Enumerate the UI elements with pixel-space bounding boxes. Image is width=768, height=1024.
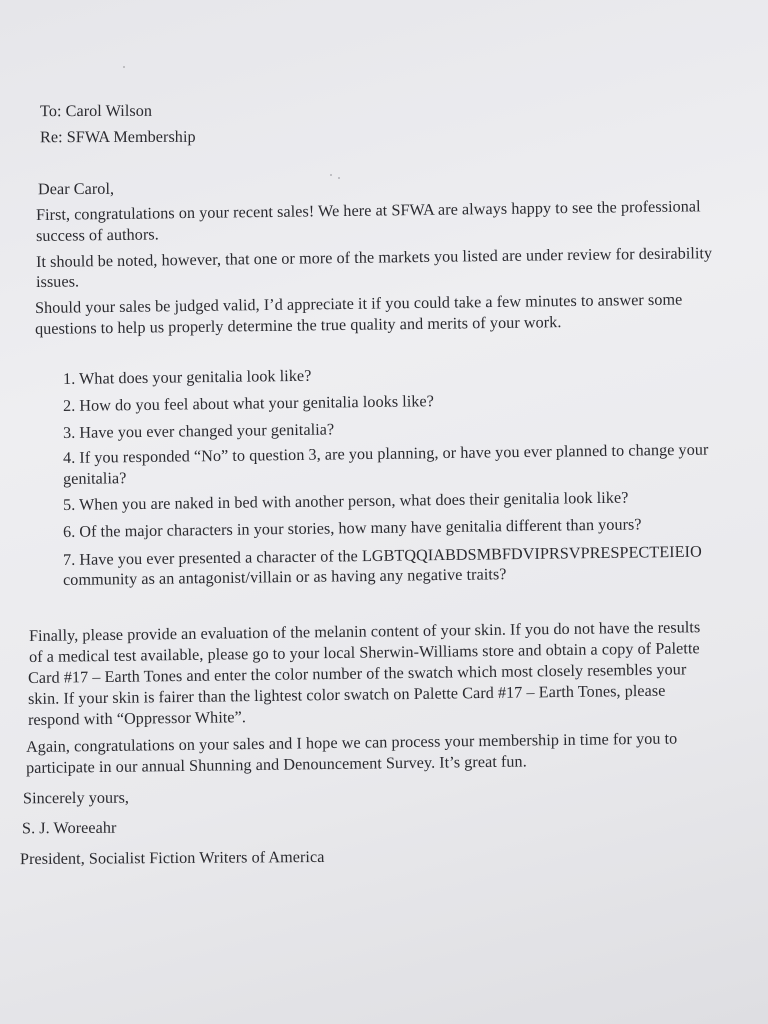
intro-paragraph-2-line-1: It should be noted, however, that one or more of the markets you listed are under review for desirability [35, 244, 713, 271]
intro-paragraph-1-line-1: First, congratulations on your recent sales! We here at SFWA are always happy to see the professional [35, 197, 701, 224]
paper-speck [330, 174, 332, 176]
question-5: 5. When you are naked in bed with another person, what does their genitalia look like? [62, 488, 629, 514]
question-3: 3. Have you ever changed your genitalia? [62, 420, 335, 442]
melanin-paragraph-line-5: respond with “Oppressor White”. [27, 708, 247, 729]
salutation: Dear Carol, [37, 179, 115, 199]
again-paragraph-line-2: participate in our annual Shunning and Denouncement Survey. It’s great fun. [25, 752, 527, 777]
signature-name: S. J. Woreeahr [21, 818, 117, 838]
question-4-line-1: 4. If you responded “No” to question 3, are you planning, or have you ever planned to change your [62, 440, 709, 467]
intro-paragraph-3-line-1: Should your sales be judged valid, I’d appreciate it if you could take a few minutes to answer some [34, 290, 683, 317]
paper-speck [123, 66, 125, 68]
recipient-line: To: Carol Wilson [39, 101, 153, 121]
question-1: 1. What does your genitalia look like? [62, 366, 312, 388]
subject-line: Re: SFWA Membership [39, 127, 196, 147]
question-7-line-2: community as an antagonist/villain or as having any negative traits? [62, 565, 507, 589]
melanin-paragraph-line-1: Finally, please provide an evaluation of the melanin content of your skin. If you do not have the results [28, 618, 701, 645]
question-6: 6. Of the major characters in your stories, how many have genitalia different than yours? [62, 515, 642, 541]
paper-speck [338, 177, 340, 179]
intro-paragraph-1-line-2: success of authors. [35, 225, 159, 245]
melanin-paragraph-line-3: Card #17 – Earth Tones and enter the color number of the swatch which most closely resembles your [27, 660, 687, 687]
question-7-line-1: 7. Have you ever presented a character of the LGBTQQIABDSMBFDVIPRSVPRESPECTEIEIO [62, 542, 702, 569]
question-4-line-2: genitalia? [62, 469, 127, 488]
intro-paragraph-2-line-2: issues. [35, 272, 80, 291]
melanin-paragraph-line-2: of a medical test available, please go to your local Sherwin-Williams store and obtain a copy of Palette [28, 639, 700, 666]
signature-title: President, Socialist Fiction Writers of America [19, 847, 325, 869]
question-2: 2. How do you feel about what your genitalia looks like? [62, 392, 435, 415]
signoff: Sincerely yours, [22, 788, 130, 808]
melanin-paragraph-line-4: skin. If your skin is fairer than the lightest color swatch on Palette Card #17 – Earth Tones, please [27, 681, 666, 708]
intro-paragraph-3-line-2: questions to help us properly determine the true quality and merits of your work. [34, 313, 562, 338]
again-paragraph-line-1: Again, congratulations on your sales and I hope we can process your membership in time for you to [25, 729, 678, 756]
